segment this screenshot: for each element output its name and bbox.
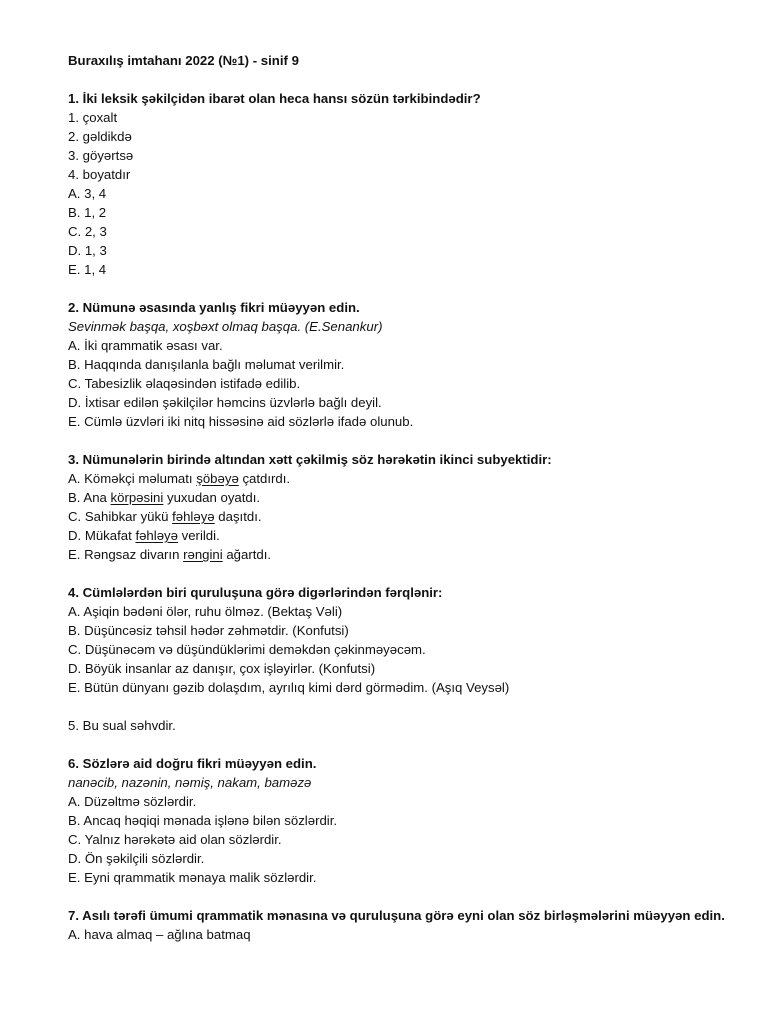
underlined-word: fəhləyə	[135, 528, 178, 543]
question-6-option-e: E. Eyni qrammatik mənaya malik sözlərdir.	[68, 870, 317, 885]
question-2	[68, 298, 728, 431]
question-6-option-b: B. Ancaq həqiqi mənada işlənə bilən sözlərdir.	[68, 813, 338, 828]
question-2-option-e: E. Cümlə üzvləri iki nitq hissəsinə aid sözlərlə ifadə olunub.	[68, 414, 414, 429]
option-text: ağartdı.	[222, 547, 272, 562]
question-2-option-b: B. Haqqında danışılanla bağlı məlumat verilmir.	[68, 357, 345, 372]
question-6-title: 6. Sözlərə aid doğru fikri müəyyən edin.	[68, 756, 317, 771]
question-1-option-d: D. 1, 3	[68, 243, 107, 258]
question-2-title: 2. Nümunə əsasında yanlış fikri müəyyən edin.	[68, 300, 360, 315]
option-text: verildi.	[177, 528, 220, 543]
question-3-option-e	[68, 545, 728, 564]
question-2-example: Sevinmək başqa, xoşbəxt olmaq başqa. (E.Senankur)	[68, 319, 383, 334]
underlined-word: fəhləyə	[172, 509, 215, 524]
question-4-option-d: D. Böyük insanlar az danışır, çox işləyirlər. (Konfutsi)	[68, 661, 376, 676]
question-4-title: 4. Cümlələrdən biri quruluşuna görə digərlərindən fərqlənir:	[68, 585, 443, 600]
question-7-title: 7. Asılı tərəfi ümumi qrammatik mənasına və quruluşuna görə eyni olan söz birləşmələrini müəyyən edin.	[68, 908, 725, 923]
question-4-option-a: A. Aşiqin bədəni ölər, ruhu ölməz. (Bektaş Vəli)	[68, 604, 343, 619]
question-2-option-a: A. İki qrammatik əsası var.	[68, 338, 223, 353]
question-3-option-a	[68, 469, 728, 488]
question-6-option-d: D. Ön şəkilçili sözlərdir.	[68, 851, 205, 866]
question-1-option-c: C. 2, 3	[68, 224, 107, 239]
question-1-item: 1. çoxalt	[68, 110, 118, 125]
option-text: D. Mükafat	[68, 528, 136, 543]
option-text: B. Ana	[68, 490, 111, 505]
question-1-option-e: E. 1, 4	[68, 262, 107, 277]
question-1-item: 2. gəldikdə	[68, 129, 132, 144]
question-1	[68, 89, 728, 279]
question-3	[68, 450, 728, 564]
option-text: C. Sahibkar yükü	[68, 509, 173, 524]
question-3-option-b	[68, 488, 728, 507]
question-7-option-a: A. hava almaq – ağlına batmaq	[68, 927, 251, 942]
question-1-option-a: A. 3, 4	[68, 186, 107, 201]
question-3-option-d	[68, 526, 728, 545]
option-text: A. Köməkçi məlumatı	[68, 471, 197, 486]
option-text: daşıtdı.	[214, 509, 262, 524]
question-7	[68, 906, 728, 944]
question-3-option-c	[68, 507, 728, 526]
question-2-option-d: D. İxtisar edilən şəkilçilər həmcins üzvlərlə bağlı deyil.	[68, 395, 382, 410]
question-1-option-b: B. 1, 2	[68, 205, 107, 220]
option-text: yuxudan oyatdı.	[163, 490, 261, 505]
question-3-title: 3. Nümunələrin birində altından xətt çəkilmiş söz hərəkətin ikinci subyektidir:	[68, 452, 552, 467]
question-1-title: 1. İki leksik şəkilçidən ibarət olan heca hansı sözün tərkibindədir?	[68, 91, 481, 106]
question-6-example: nanəcib, nazənin, nəmiş, nakam, baməzə	[68, 775, 312, 790]
question-4	[68, 583, 728, 697]
question-1-item: 3. göyərtsə	[68, 148, 134, 163]
question-1-item: 4. boyatdır	[68, 167, 131, 182]
underlined-word: şöbəyə	[196, 471, 239, 486]
question-6-option-c: C. Yalnız hərəkətə aid olan sözlərdir.	[68, 832, 282, 847]
question-4-option-e: E. Bütün dünyanı gəzib dolaşdım, ayrılıq kimi dərd görmədim. (Aşıq Veysəl)	[68, 680, 510, 695]
option-text: E. Rəngsaz divarın	[68, 547, 184, 562]
underlined-word: rəngini	[183, 547, 223, 562]
document-title: Buraxılış imtahanı 2022 (№1) - sinif 9	[68, 53, 299, 68]
question-5-note: 5. Bu sual səhvdir.	[68, 718, 176, 733]
underlined-word: körpəsini	[110, 490, 164, 505]
question-4-option-b: B. Düşüncəsiz təhsil hədər zəhmətdir. (Konfutsi)	[68, 623, 349, 638]
question-6-option-a: A. Düzəltmə sözlərdir.	[68, 794, 197, 809]
question-4-option-c: C. Düşünəcəm və düşündüklərimi deməkdən çəkinməyəcəm.	[68, 642, 426, 657]
option-text: çatdırdı.	[238, 471, 291, 486]
question-2-option-c: C. Tabesizlik əlaqəsindən istifadə edilib.	[68, 376, 301, 391]
question-6	[68, 754, 728, 887]
